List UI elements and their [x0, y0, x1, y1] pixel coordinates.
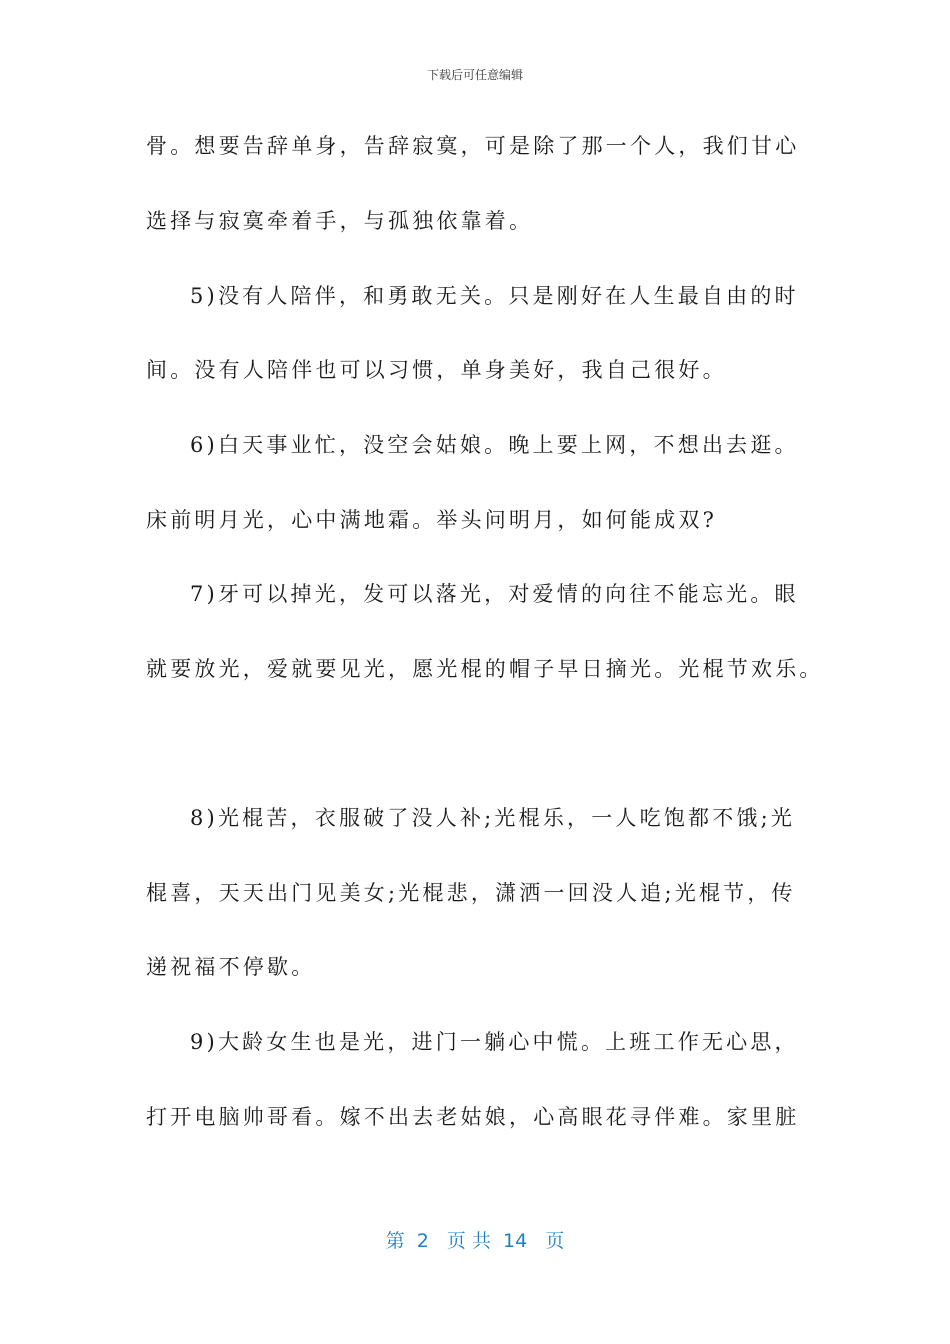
- text-line-11: 递祝福不停歇。: [146, 955, 316, 979]
- text-line-8: 就要放光，爱就要见光，愿光棍的帽子早日摘光。光棍节欢乐。: [146, 657, 824, 681]
- text-line-4: 间。没有人陪伴也可以习惯，单身美好，我自己很好。: [146, 358, 727, 382]
- text-line-3: 5)没有人陪伴，和勇敢无关。只是刚好在人生最自由的时: [190, 284, 799, 308]
- text-line-2: 选择与寂寞牵着手，与孤独依靠着。: [146, 209, 534, 233]
- text-line-12: 9)大龄女生也是光，进门一躺心中慌。上班工作无心思，: [190, 1030, 799, 1054]
- page-header: 下载后可任意编辑: [426, 68, 523, 82]
- text-line-5: 6)白天事业忙，没空会姑娘。晚上要上网，不想出去逛。: [190, 433, 799, 457]
- text-line-9: 8)光棍苦，衣服破了没人补;光棍乐，一人吃饱都不饿;光: [190, 806, 796, 830]
- text-line-6: 床前明月光，心中满地霜。举头问明月，如何能成双?: [146, 508, 718, 532]
- page-number-footer: 第 2 页 共 14 页: [385, 1230, 565, 1252]
- text-line-13: 打开电脑帅哥看。嫁不出去老姑娘，心高眼花寻伴难。家里脏: [146, 1105, 800, 1129]
- text-line-1: 骨。想要告辞单身，告辞寂寞，可是除了那一个人，我们甘心: [146, 134, 800, 158]
- text-line-7: 7)牙可以掉光，发可以落光，对爱情的向往不能忘光。眼: [190, 582, 799, 606]
- text-line-10: 棍喜，天天出门见美女;光棍悲，潇洒一回没人追;光棍节，传: [146, 881, 796, 905]
